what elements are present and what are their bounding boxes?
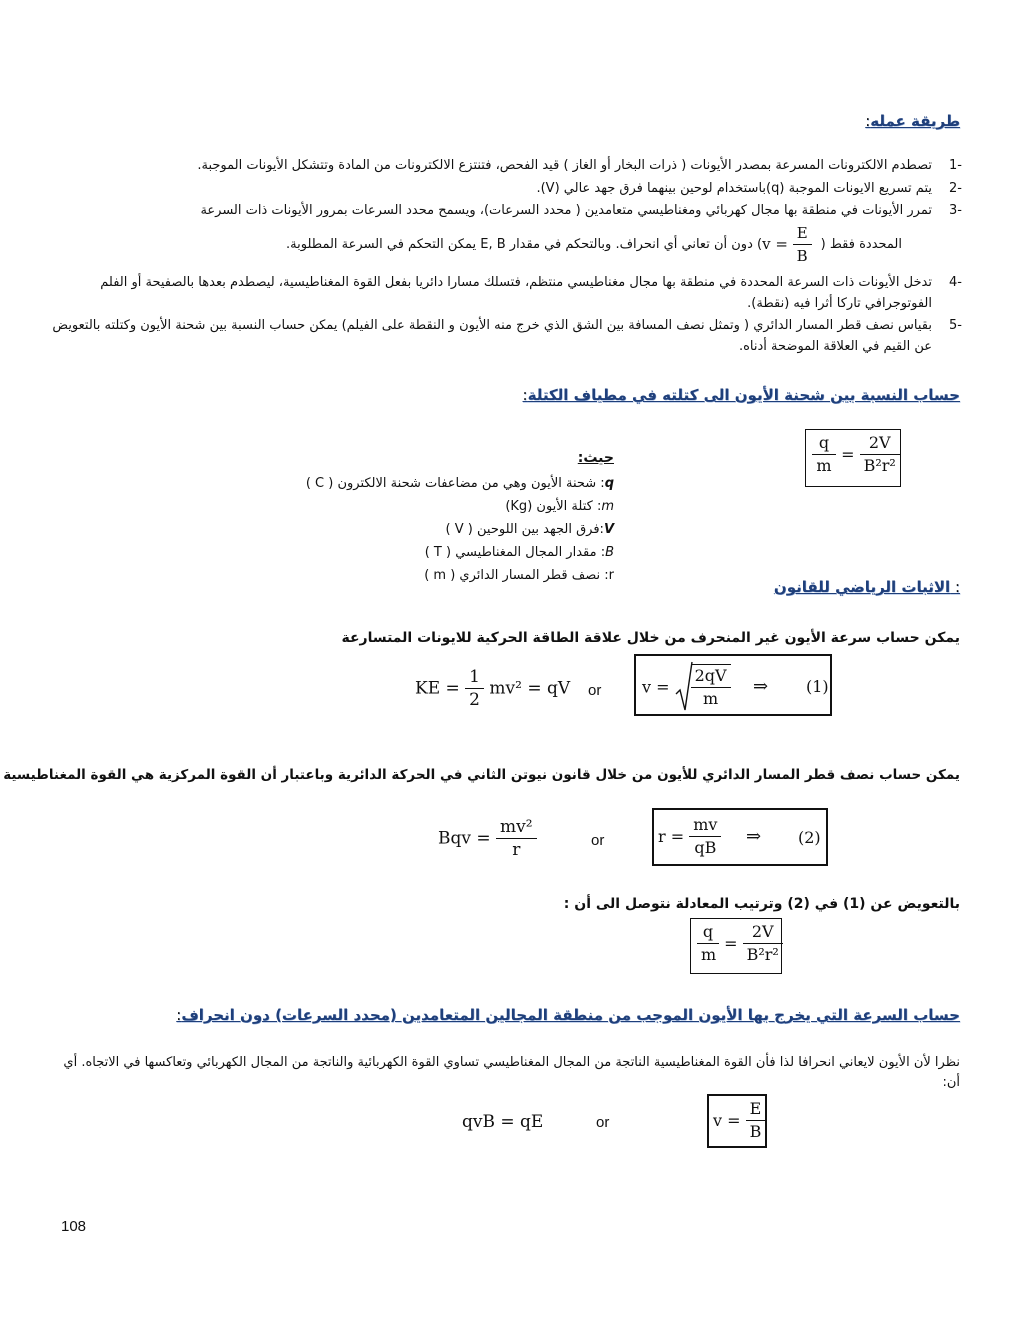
- where-label: حيث:: [577, 450, 614, 466]
- velocity-selector-paragraph: نظرا لأن الأيون لايعاني انحرافا لذا فأن القوة المغناطيسية الناتجة من المجال المغناطيسي تساوي القوة الكهربائية والناتجة من المجال الكهربائي وتعاكسها في الاتجاه. أي أن:: [63, 1055, 960, 1090]
- page-number: 108: [61, 1218, 87, 1235]
- square-root-icon: $\frac{2qV}{m}$: [675, 664, 731, 710]
- list-item-continuation: المحددة فقط ( v = $\frac{E}{B}$ ) دون أن تعاني أي انحراف. وبالتحكم في مقدار E, B يمكن التحكم في السرعة المطلوبة.: [286, 224, 902, 265]
- or-label: or: [588, 682, 602, 699]
- section-title-proof: : الاثبات الرياضي للقانون: [773, 578, 960, 596]
- subheading-radius: يمكن حساب نصف قطر المسار الدائري للأيون من خلال قانون نيوتن الثاني في الحركة الدائرية وباعتبار أن القوة المركزية هي القوة المغناطيسية: [3, 767, 960, 783]
- subheading-substitution: بالتعويض عن (1) في (2) وترتيب المعادلة نتوصل الى أن :: [563, 896, 960, 912]
- or-label: or: [596, 1114, 610, 1131]
- list-item: -5 بقياس نصف قطر المسار الدائري ( وتمثل نصف المسافة بين الشق الذي خرج منه الأيون و النقطة على الفيلم) يمكن حساب النسبة بين شحنة الأيون وكتلته بالتعويض عن القيم في العلاقة الموضحة أدناه.: [52, 318, 962, 354]
- equation-label: (1): [806, 677, 829, 696]
- list-item: -1 تصطدم الالكترونات المسرعة بمصدر الأيونات ( ذرات البخار أو الغاز ) قيد الفحص، فتنتزع الالكترونات من المادة وتتشكل الأيونات الموجبة.: [197, 158, 962, 173]
- force-balance-equation: qvB = qE: [462, 1112, 544, 1132]
- definition-item: r: نصف قطر المسار الدائري ( m ): [424, 568, 614, 583]
- list-item: -4 تدخل الأيونات ذات السرعة المحددة في منطقة بها مجال مغناطيسي منتظم، فتسلك مسارا دائريا بفعل القوة المغناطيسية، ليصطدم بعدها بالصفيحة أو الفلم الفوتوجرافي تاركا أثرا فيه (نقطة).: [100, 275, 962, 311]
- radius-formula-box: r = $\frac{mv}{qB}$ ⇒ (2): [652, 808, 828, 866]
- definition-item: q: شحنة الأيون وهي من مضاعفات شحنة الالكترون ( C ): [305, 476, 614, 491]
- definition-item: V:فرق الجهد بين اللوحين ( V ): [445, 522, 614, 537]
- section-title-charge-mass-ratio: حساب النسبة بين شحنة الأيون الى كتلته في مطياف الكتلة:: [522, 386, 960, 404]
- or-label: or: [591, 832, 605, 849]
- list-item: -3 تمرر الأيونات في منطقة بها مجال كهربائي ومغناطيسي متعامدين ( محدد السرعات)، ويسمح محدد السرعات بمرور الأيونات ذات السرعة: [200, 203, 962, 218]
- equation-label: (2): [798, 828, 821, 847]
- section-title-method: طريقة عمله:: [865, 112, 960, 130]
- definition-item: m: كتلة الأيون (Kg): [505, 499, 614, 514]
- newton-second-law-equation: Bqv = $\frac{\text{mv²}}{r}$: [438, 816, 537, 861]
- list-item: -2 يتم تسريع الايونات الموجبة (q)باستخدام لوحين بينهما فرق جهد عالي (V).: [536, 181, 962, 196]
- formula-box-result: $\frac{q}{m}$ = $\frac{2V}{\text{B²r²}}$: [690, 918, 782, 974]
- formula-box-q-over-m: $\frac{q}{m}$ = $\frac{2V}{\text{B²r²}}$: [805, 429, 901, 487]
- velocity-formula-box: v = $\frac{2qV}{m}$ ⇒ (1): [634, 654, 832, 716]
- section-title-velocity-selector: حساب السرعة التي يخرج بها الأيون الموجب من منطقة المجالين المتعامدين (محدد السرعات) دون انحراف:: [176, 1006, 960, 1024]
- implies-arrow-icon: ⇒: [753, 676, 769, 697]
- subheading-velocity: يمكن حساب سرعة الأيون غير المنحرف من خلال علاقة الطاقة الحركية للايونات المتسارعة: [341, 630, 960, 646]
- kinetic-energy-equation: KE = $\frac{1}{2}$ mv² = qV: [415, 667, 571, 710]
- implies-arrow-icon: ⇒: [746, 826, 762, 847]
- velocity-selector-formula-box: v = $\frac{E}{B}$: [707, 1094, 767, 1148]
- definition-item: B: مقدار المجال المغناطيسي ( T ): [424, 545, 614, 560]
- definitions-list: [194, 472, 614, 587]
- inline-velocity-formula: v = $\frac{E}{B}$: [762, 235, 816, 253]
